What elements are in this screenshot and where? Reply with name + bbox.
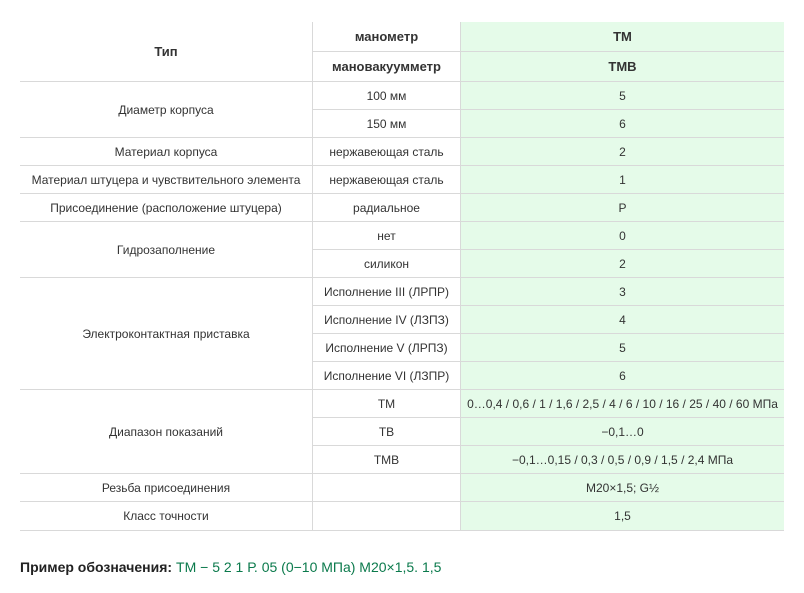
diameter-option: 100 мм: [313, 82, 461, 110]
thread-value: [313, 474, 461, 502]
table-row: [20, 222, 784, 250]
electrocontact-code: 6: [461, 362, 785, 390]
range-value: 0…0,4 / 0,6 / 1 / 1,6 / 2,5 / 4 / 6 / 10 / 16 / 25 / 40 / 60 МПа: [461, 390, 785, 418]
range-value: −0,1…0: [461, 418, 785, 446]
case-material-label: Материал корпуса: [20, 138, 313, 166]
table-row: [20, 166, 784, 194]
fitting-material-value: нержавеющая сталь: [313, 166, 461, 194]
manovacuummeter-header: мановакуумметр: [313, 52, 461, 82]
electrocontact-option: Исполнение VI (ЛЗПР): [313, 362, 461, 390]
designation-example: [20, 559, 441, 575]
manometer-header: манометр: [313, 22, 461, 52]
hydrofill-option: силикон: [313, 250, 461, 278]
example-value: ТМ − 5 2 1 Р. 05 (0−10 МПа) М20×1,5. 1,5: [176, 559, 442, 575]
range-option: ТВ: [313, 418, 461, 446]
type-header: Тип: [20, 22, 313, 82]
table-row: [20, 82, 784, 110]
electrocontact-option: Исполнение IV (ЛЗПЗ): [313, 306, 461, 334]
accuracy-code: 1,5: [461, 502, 785, 531]
fitting-material-label: Материал штуцера и чувствительного элемента: [20, 166, 313, 194]
electrocontact-code: 4: [461, 306, 785, 334]
hydrofill-code: 2: [461, 250, 785, 278]
electrocontact-code: 3: [461, 278, 785, 306]
diameter-code: 5: [461, 82, 785, 110]
range-option: ТМВ: [313, 446, 461, 474]
connection-code: Р: [461, 194, 785, 222]
case-material-value: нержавеющая сталь: [313, 138, 461, 166]
electrocontact-code: 5: [461, 334, 785, 362]
diameter-label: Диаметр корпуса: [20, 82, 313, 138]
table-row: [20, 22, 784, 52]
case-material-code: 2: [461, 138, 785, 166]
thread-code: М20×1,5; G½: [461, 474, 785, 502]
range-value: −0,1…0,15 / 0,3 / 0,5 / 0,9 / 1,5 / 2,4 МПа: [461, 446, 785, 474]
thread-label: Резьба присоединения: [20, 474, 313, 502]
spec-table: [20, 22, 784, 531]
accuracy-label: Класс точности: [20, 502, 313, 531]
manovacuummeter-code-header: ТМВ: [461, 52, 785, 82]
connection-value: радиальное: [313, 194, 461, 222]
example-label: Пример обозначения:: [20, 559, 173, 575]
table-row: [20, 390, 784, 418]
table-row: [20, 502, 784, 531]
table-row: [20, 138, 784, 166]
diameter-option: 150 мм: [313, 110, 461, 138]
connection-label: Присоединение (расположение штуцера): [20, 194, 313, 222]
table-row: [20, 278, 784, 306]
range-label: Диапазон показаний: [20, 390, 313, 474]
diameter-code: 6: [461, 110, 785, 138]
table-row: [20, 194, 784, 222]
hydrofill-code: 0: [461, 222, 785, 250]
accuracy-value: [313, 502, 461, 531]
electrocontact-option: Исполнение V (ЛРПЗ): [313, 334, 461, 362]
range-option: ТМ: [313, 390, 461, 418]
table-row: [20, 474, 784, 502]
electrocontact-label: Электроконтактная приставка: [20, 278, 313, 390]
fitting-material-code: 1: [461, 166, 785, 194]
hydrofill-option: нет: [313, 222, 461, 250]
manometer-code-header: ТМ: [461, 22, 785, 52]
electrocontact-option: Исполнение III (ЛРПР): [313, 278, 461, 306]
hydrofill-label: Гидрозаполнение: [20, 222, 313, 278]
